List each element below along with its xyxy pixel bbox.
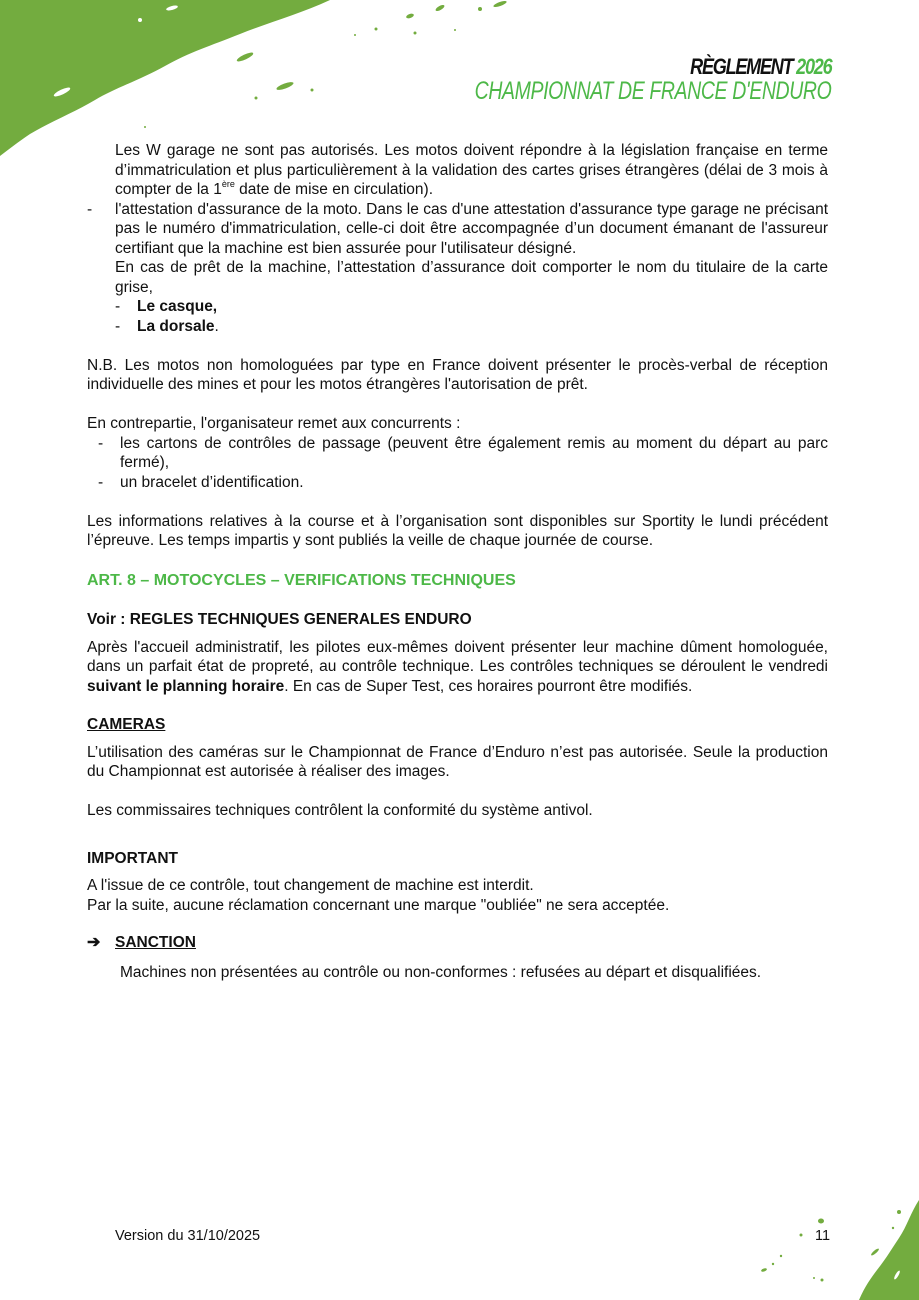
cameras-heading: CAMERAS (87, 716, 166, 733)
superscript: ère (221, 179, 235, 189)
bracelet-text: un bracelet d’identification. (120, 473, 304, 491)
version-date: Version du 31/10/2025 (115, 1228, 261, 1244)
sanction-title: SANCTION (115, 934, 196, 951)
list-item-back-protector (87, 317, 828, 337)
document-body (87, 141, 828, 982)
list-item-insurance (87, 200, 828, 298)
title-regulation-word: RÈGLEMENT (689, 54, 792, 79)
cameras-paragraph: L’utilisation des caméras sur le Championnat de France d’Enduro n’est pas autorisée. Seule la production du Championnat est autorisée à réaliser des images. (87, 743, 828, 780)
title-year: 2026 (795, 54, 831, 79)
article-8-title: ART. 8 – MOTOCYCLES – VERIFICATIONS TECHNIQUES (87, 571, 516, 589)
arrow-right-icon: ➔ (87, 934, 101, 951)
tech-text: Après l'accueil administratif, les pilotes eux-mêmes doivent présenter leur machine dûment homologuée, dans un parfait état de propreté, au contrôle technique. Les contrôles techniques se déroulent le vendredi (87, 638, 828, 675)
regulation-title (456, 56, 831, 78)
list-item-helmet (87, 297, 828, 317)
sanction-text: Machines non présentées au contrôle ou non-conformes : refusées au départ et disqualifiées. (120, 963, 762, 981)
tech-text-end: . En cas de Super Test, ces horaires pourront être modifiés. (284, 677, 693, 695)
championship-subtitle: CHAMPIONNAT DE FRANCE D'ENDURO (474, 77, 831, 105)
page-number: 11 (815, 1228, 831, 1244)
tech-check-paragraph (87, 638, 828, 697)
loan-text: En cas de prêt de la machine, l’attestation d’assurance doit comporter le nom du titulaire de la carte grise, (115, 259, 828, 296)
sanction-heading (87, 933, 828, 953)
antitheft-paragraph: Les commissaires techniques contrôlent la conformité du système antivol. (87, 802, 593, 819)
list-dash: - (115, 298, 121, 315)
list-dash: - (87, 200, 93, 218)
important-line-1: A l'issue de ce contrôle, tout changement de machine est interdit. (87, 877, 534, 894)
continuation-text: Les W garage ne sont pas autorisés. Les motos doivent répondre à la législation française en terme d’immatriculation et plus particulièrement à la validation des cartes grises étrangères (délai de 3 mois à compter de la 1 (115, 142, 828, 198)
control-cards-text: les cartons de contrôles de passage (peuvent être également remis au moment du départ au parc fermé), (120, 434, 828, 471)
continuation-text-end: date de mise en circulation). (234, 181, 434, 198)
list-dash: - (98, 434, 104, 452)
green-splash-decoration-bottom (739, 1190, 919, 1300)
tech-text-bold: suivant le planning horaire (87, 677, 285, 695)
registration-continuation (87, 141, 828, 200)
important-heading: IMPORTANT (87, 849, 178, 867)
important-line-2: Par la suite, aucune réclamation concernant une marque "oubliée" ne sera acceptée. (87, 896, 670, 914)
list-dash: - (98, 473, 104, 491)
document-header (374, 56, 831, 104)
list-item-bracelet (87, 473, 828, 493)
list-item-control-cards (87, 434, 828, 473)
helmet-label: Le casque, (137, 298, 218, 315)
list-dash: - (115, 317, 121, 335)
see-rules-heading: Voir : REGLES TECHNIQUES GENERALES ENDURO (87, 611, 472, 628)
nb-paragraph: N.B. Les motos non homologuées par type en France doivent présenter le procès-verbal de réception individuelle des mines et pour les motos étrangères l'autorisation de prêt. (87, 356, 828, 393)
back-protector-label: La dorsale (137, 317, 215, 335)
suffix: . (214, 317, 219, 335)
contrepartie-intro: En contrepartie, l'organisateur remet aux concurrents : (87, 415, 461, 432)
insurance-text: l'attestation d'assurance de la moto. Dans le cas d'une attestation d'assurance type garage ne précisant pas le numéro d'immatriculation, celle-ci doit être accompagnée d’un document émanant de l'assureur certifiant que la machine est bien assurée pour l'utilisateur désigné. (115, 200, 828, 257)
info-paragraph: Les informations relatives à la course et à l’organisation sont disponibles sur Sportity le lundi précédent l’épreuve. Les temps impartis y sont publiés la veille de chaque journée de course. (87, 512, 828, 549)
